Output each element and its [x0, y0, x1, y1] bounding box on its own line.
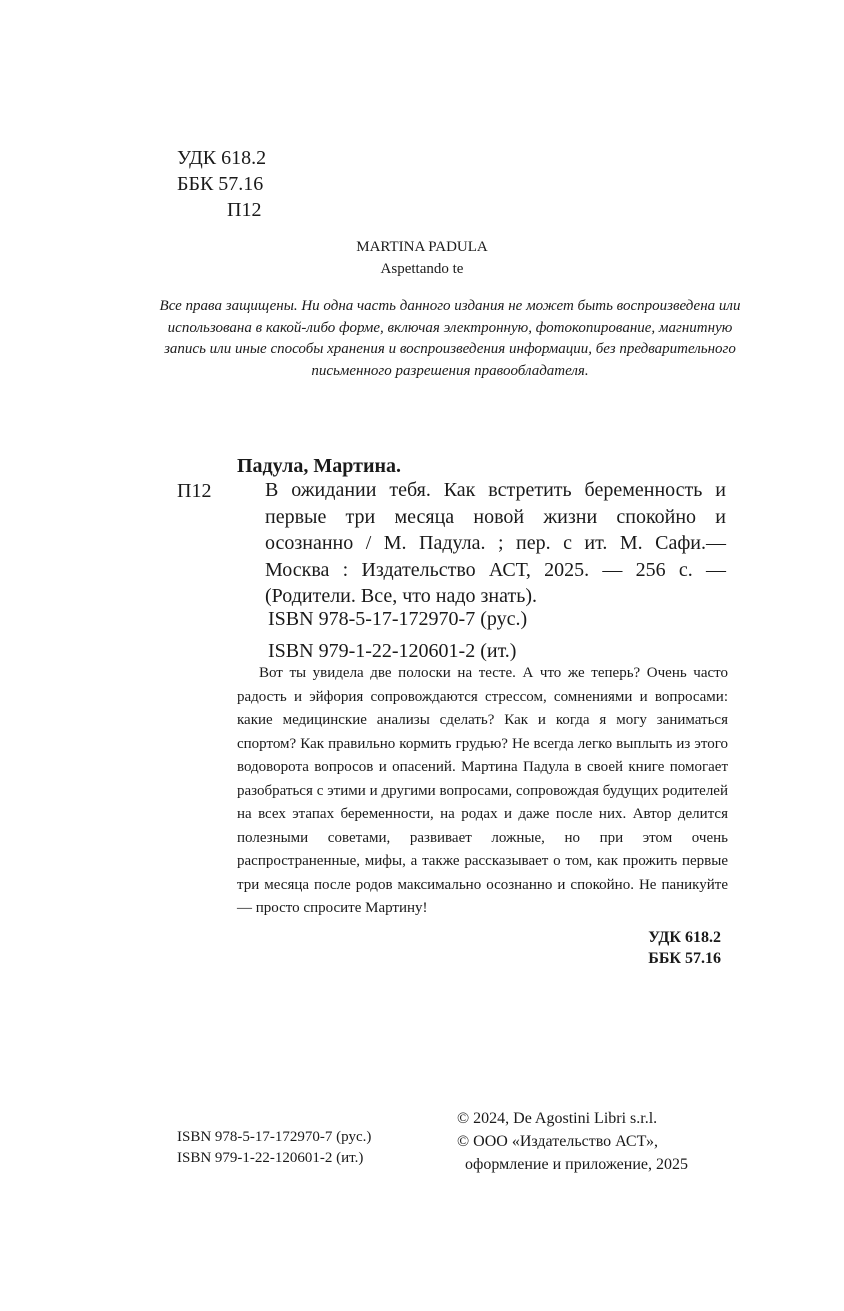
bbk-code-bottom: ББК 57.16 [648, 950, 721, 967]
description-text: В ожидании тебя. Как встретить беременность и первые три месяца новой жизни спокойно и осознанно / М. Падула. ; пер. с ит. М. Сафи.— Москва : Издательство АСТ, 2025. — 256 с. — (Родители. Все, что надо знать). [265, 479, 726, 607]
catalog-isbn-list [268, 603, 527, 667]
catalog-author-heading: Падула, Мартина. [237, 455, 402, 477]
catalog-author-mark: П12 [177, 480, 212, 502]
annotation: Вот ты увидела две полоски на тесте. А что же теперь? Очень часто радость и эйфория сопровождаются стрессом, сомнениями и вопросами: какие медицинские анализы сделать? Как и когда я могу заниматься спортом? Как правильно кормить грудью? Не всегда легко выплыть из этого водоворота вопросов и опасений. Мартина Падула в своей книге помогает разобраться с этими и другими вопросами, сопровождая будущих родителей на всех этапах беременности, на родах и даже после них. Автор делится полезными советами, развивает ложные, но при этом очень распространенные, мифы, а также рассказывает о том, как прожить первые три месяца после родов максимально осознанно и спокойно. Не паникуйте — просто спросите Мартину! [237, 665, 728, 916]
udk-code: УДК 618.2 [177, 147, 267, 169]
original-edition [0, 236, 844, 280]
original-author: MARTINA PADULA [356, 239, 488, 255]
isbn-it: ISBN 979-1-22-120601-2 (ит.) [268, 640, 517, 662]
classification-top [177, 145, 266, 223]
rights-notice: Все права защищены. Ни одна часть данного издания не может быть воспроизведена или использована в какой-либо форме, включая электронную, фотокопирование, магнитную запись или иные способы хранения и воспроизведения информации, без предварительного письменного разрешения правообладателя. [159, 298, 741, 379]
copyright-line-2: © ООО «Издательство АСТ», [457, 1133, 658, 1150]
copyright-line-3: оформление и приложение, 2025 [465, 1156, 689, 1173]
classification-bottom [648, 927, 721, 969]
copyright-block [457, 1107, 688, 1176]
bbk-code: ББК 57.16 [177, 173, 264, 195]
original-title: Aspettando te [380, 261, 464, 277]
footer-isbn-rus: ISBN 978-5-17-172970-7 (рус.) [177, 1129, 372, 1145]
author-mark: П12 [227, 199, 262, 221]
copyright-line-1: © 2024, De Agostini Libri s.r.l. [457, 1110, 658, 1127]
footer-isbn-list [177, 1127, 371, 1169]
isbn-rus: ISBN 978-5-17-172970-7 (рус.) [268, 608, 528, 630]
footer-isbn-it: ISBN 979-1-22-120601-2 (ит.) [177, 1150, 364, 1166]
bibliographic-description [265, 477, 726, 610]
udk-code-bottom: УДК 618.2 [648, 929, 721, 946]
